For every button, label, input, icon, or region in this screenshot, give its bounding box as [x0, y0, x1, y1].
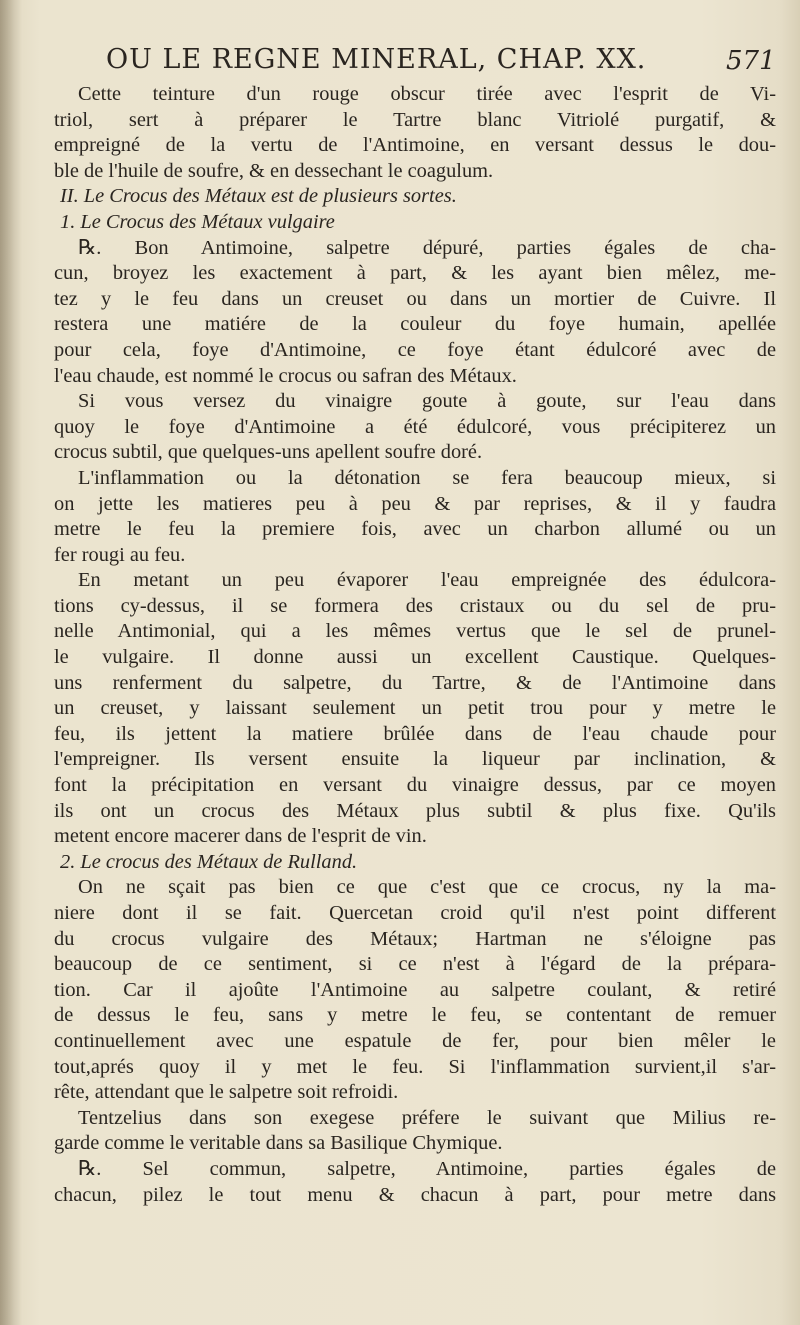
text-line: on jette les matieres peu à peu & par reprises, & il y faudra	[54, 492, 776, 515]
text-line: uns renferment du salpetre, du Tartre, & de l'Antimoine dans	[54, 671, 776, 694]
text-line: Tentzelius dans son exegese préfere le suivant que Milius re-	[78, 1106, 776, 1129]
text-line: pour cela, foye d'Antimoine, ce foye étant édulcoré avec de	[54, 338, 776, 361]
text-line: quoy le foye d'Antimoine a été édulcoré, vous précipiterez un	[54, 415, 776, 438]
text-line: l'empreigner. Ils versent ensuite la liqueur par inclination, &	[54, 748, 776, 771]
text-line: restera une matiére de la couleur du foye humain, apellée	[54, 313, 776, 336]
text-line: font la précipitation en versant du vinaigre dessus, par ce moyen	[54, 774, 776, 797]
text-line: L'inflammation ou la détonation se fera beaucoup mieux, si	[78, 466, 776, 489]
text-line: de dessus le feu, sans y metre le feu, se contentant de remuer	[54, 1004, 776, 1027]
text-line: nelle Antimonial, qui a les mêmes vertus que le sel de prunel-	[54, 620, 776, 643]
text-line: crocus subtil, que quelques-uns apellent soufre doré.	[54, 441, 483, 464]
text-line: du crocus vulgaire des Métaux; Hartman ne s'éloigne pas	[54, 927, 776, 950]
text-line: feu, ils jettent la matiere brûlée dans de l'eau chaude pour	[54, 722, 776, 745]
text-line: continuellement avec une espatule de fer, pour bien mêler le	[54, 1029, 776, 1052]
page-header	[0, 44, 800, 84]
text-line: ble de l'huile de soufre, & en dessechant le coagulum.	[54, 159, 494, 182]
text-line: tion. Car il ajoûte l'Antimoine au salpetre coulant, & retiré	[54, 978, 776, 1001]
text-line: metent encore macerer dans de l'esprit de vin.	[54, 825, 427, 848]
text-line: triol, sert à préparer le Tartre blanc Vitriolé purgatif, &	[54, 108, 776, 131]
text-line: Cette teinture d'un rouge obscur tirée avec l'esprit de Vi-	[78, 83, 776, 105]
section-heading: 2. Le crocus des Métaux de Rulland.	[60, 850, 358, 873]
text-line: garde comme le veritable dans sa Basilique Chymique.	[54, 1132, 503, 1155]
section-heading: 1. Le Crocus des Métaux vulgaire	[60, 210, 335, 233]
text-line: rête, attendant que le salpetre soit refroidi.	[54, 1081, 399, 1104]
body-text	[54, 82, 776, 1208]
section-heading: II. Le Crocus des Métaux est de plusieurs sortes.	[60, 185, 457, 208]
text-line: ℞. Bon Antimoine, salpetre dépuré, parties égales de cha-	[78, 236, 776, 259]
text-line: ℞. Sel commun, salpetre, Antimoine, parties égales de	[78, 1157, 776, 1180]
text-line: niere dont il se fait. Quercetan croid qu'il n'est point different	[54, 902, 776, 924]
text-line: tez y le feu dans un creuset ou dans un mortier de Cuivre. Il	[54, 287, 776, 310]
text-line: le vulgaire. Il donne aussi un excellent Caustique. Quelques-	[54, 646, 776, 669]
text-line: metre le feu la premiere fois, avec un charbon allumé ou un	[54, 518, 776, 541]
text-line: empreigné de la vertu de l'Antimoine, en versant dessus le dou-	[54, 134, 776, 157]
text-line: beaucoup de ce sentiment, si ce n'est à l'égard de la prépara-	[54, 953, 776, 976]
text-line: cun, broyez les exactement à part, & les ayant bien mêlez, me-	[54, 262, 776, 285]
text-line: ils ont un crocus des Métaux plus subtil & plus fixe. Qu'ils	[54, 799, 776, 822]
text-line: tout,aprés quoy il y met le feu. Si l'inflammation survient,il s'ar-	[54, 1055, 776, 1078]
running-head: OU LE REGNE MINERAL, CHAP. XX.	[106, 44, 647, 75]
gutter-shadow	[0, 0, 22, 1325]
text-line: En metant un peu évaporer l'eau empreignée des édulcora-	[78, 569, 776, 592]
text-line: un creuset, y laissant seulement un petit trou pour y metre le	[54, 697, 776, 720]
text-line: On ne sçait pas bien ce que c'est que ce crocus, ny la ma-	[78, 876, 776, 899]
text-line: tions cy-dessus, il se formera des cristaux ou du sel de pru-	[54, 594, 776, 617]
text-line: Si vous versez du vinaigre goute à goute, sur l'eau dans	[78, 390, 776, 413]
page-number: 571	[726, 46, 776, 76]
text-line: chacun, pilez le tout menu & chacun à part, pour metre dans	[54, 1183, 776, 1206]
text-line: fer rougi au feu.	[54, 543, 186, 566]
text-line: l'eau chaude, est nommé le crocus ou safran des Métaux.	[54, 364, 517, 387]
